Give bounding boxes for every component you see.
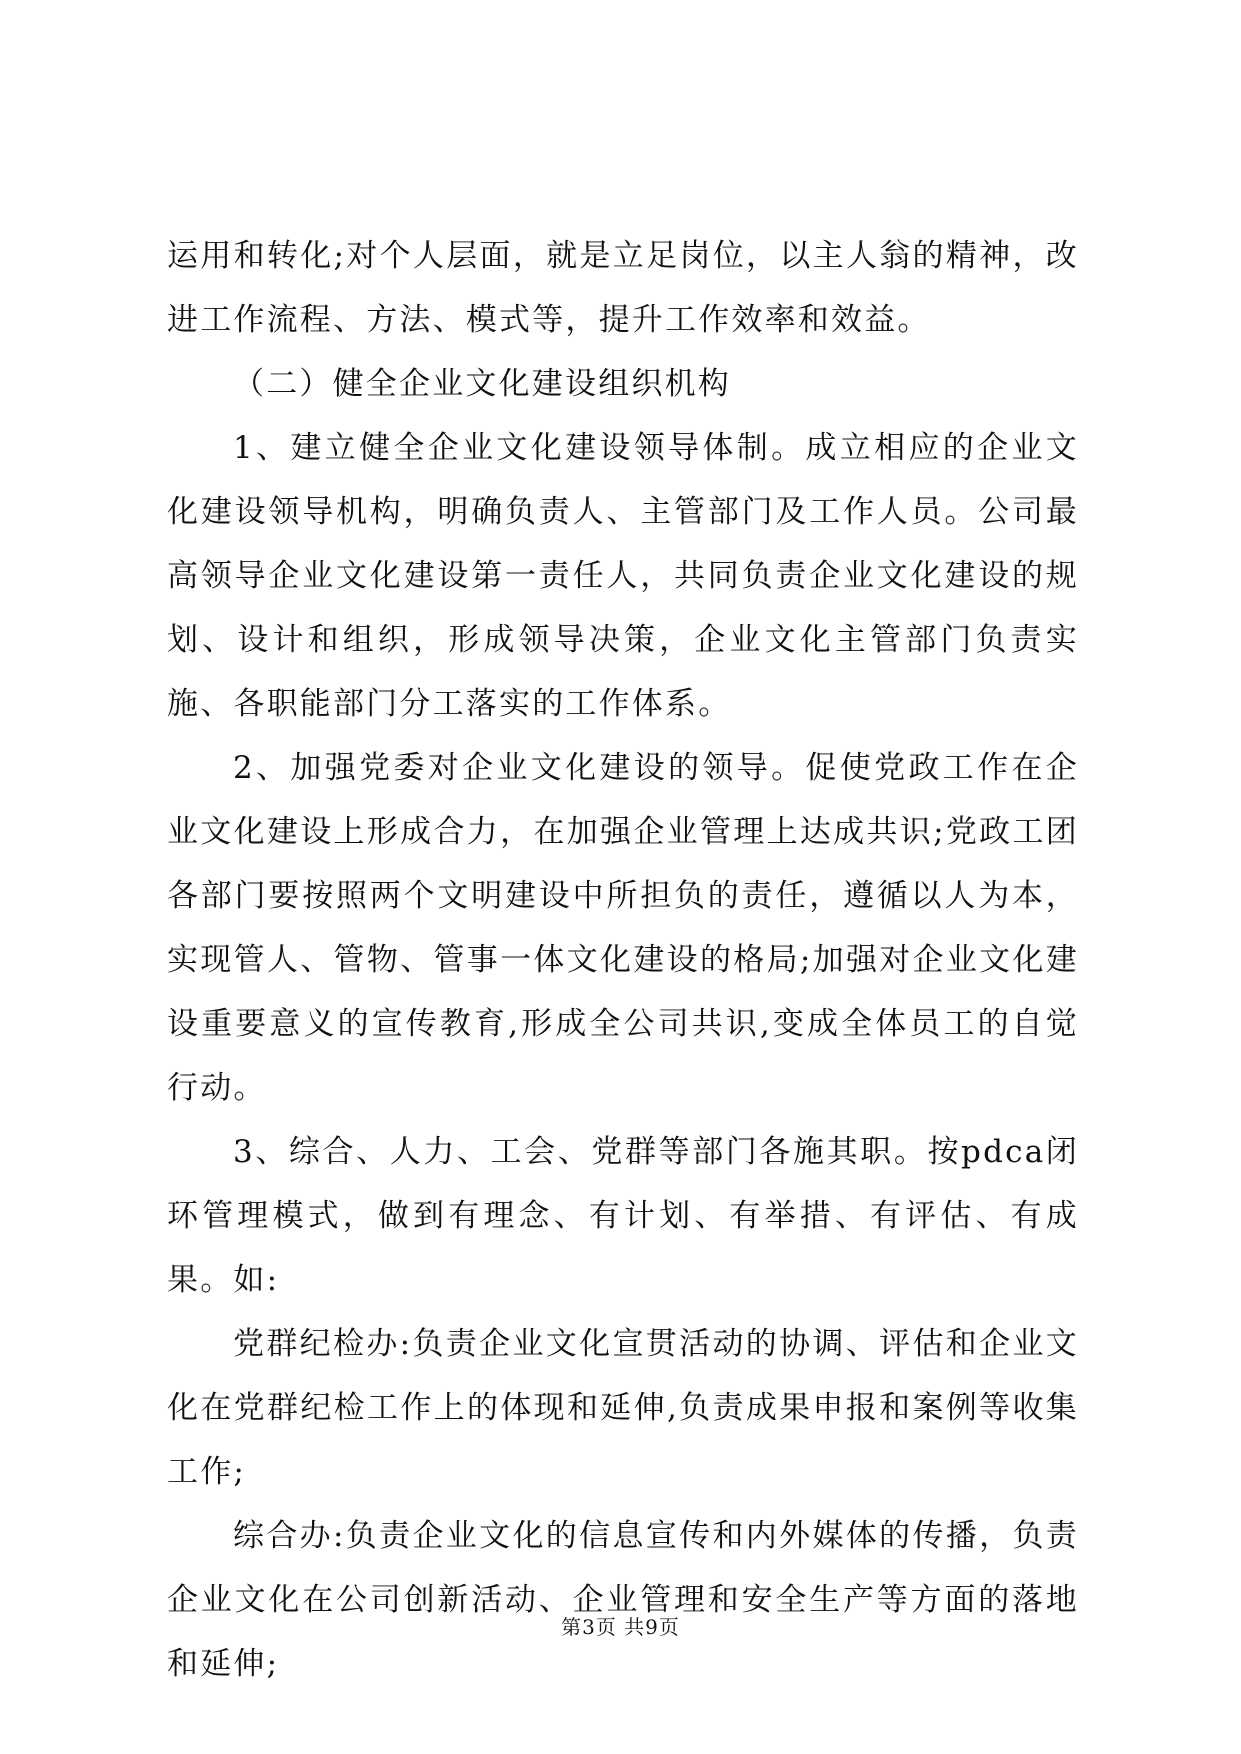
- document-body: [167, 224, 1079, 1696]
- paragraph-departments: 3、综合、人力、工会、党群等部门各施其职。按pdca闭环管理模式，做到有理念、有计划、有举措、有评估、有成果。如:: [167, 1134, 1079, 1298]
- paragraph-general-office: 综合办:负责企业文化的信息宣传和内外媒体的传播，负责企业文化在公司创新活动、企业管理和安全生产等方面的落地和延伸;: [167, 1518, 1079, 1682]
- paragraph-leadership-system: 1、建立健全企业文化建设领导体制。成立相应的企业文化建设领导机构，明确负责人、主管部门及工作人员。公司最高领导企业文化建设第一责任人，共同负责企业文化建设的规划、设计和组织，形成领导决策，企业文化主管部门负责实施、各职能部门分工落实的工作体系。: [167, 430, 1079, 722]
- page-number-footer: 第3页 共9页: [561, 1615, 680, 1639]
- paragraph-party-office: 党群纪检办:负责企业文化宣贯活动的协调、评估和企业文化在党群纪检工作上的体现和延伸,负责成果申报和案例等收集工作;: [167, 1326, 1079, 1490]
- paragraph-party-committee: 2、加强党委对企业文化建设的领导。促使党政工作在企业文化建设上形成合力，在加强企业管理上达成共识;党政工团各部门要按照两个文明建设中所担负的责任，遵循以人为本，实现管人、管物、管事一体文化建设的格局;加强对企业文化建设重要意义的宣传教育,形成全公司共识,变成全体员工的自觉行动。: [167, 750, 1079, 1106]
- section-heading: （二）健全企业文化建设组织机构: [233, 366, 731, 402]
- paragraph-continuation: 运用和转化;对个人层面，就是立足岗位，以主人翁的精神，改进工作流程、方法、模式等，提升工作效率和效益。: [167, 238, 1079, 338]
